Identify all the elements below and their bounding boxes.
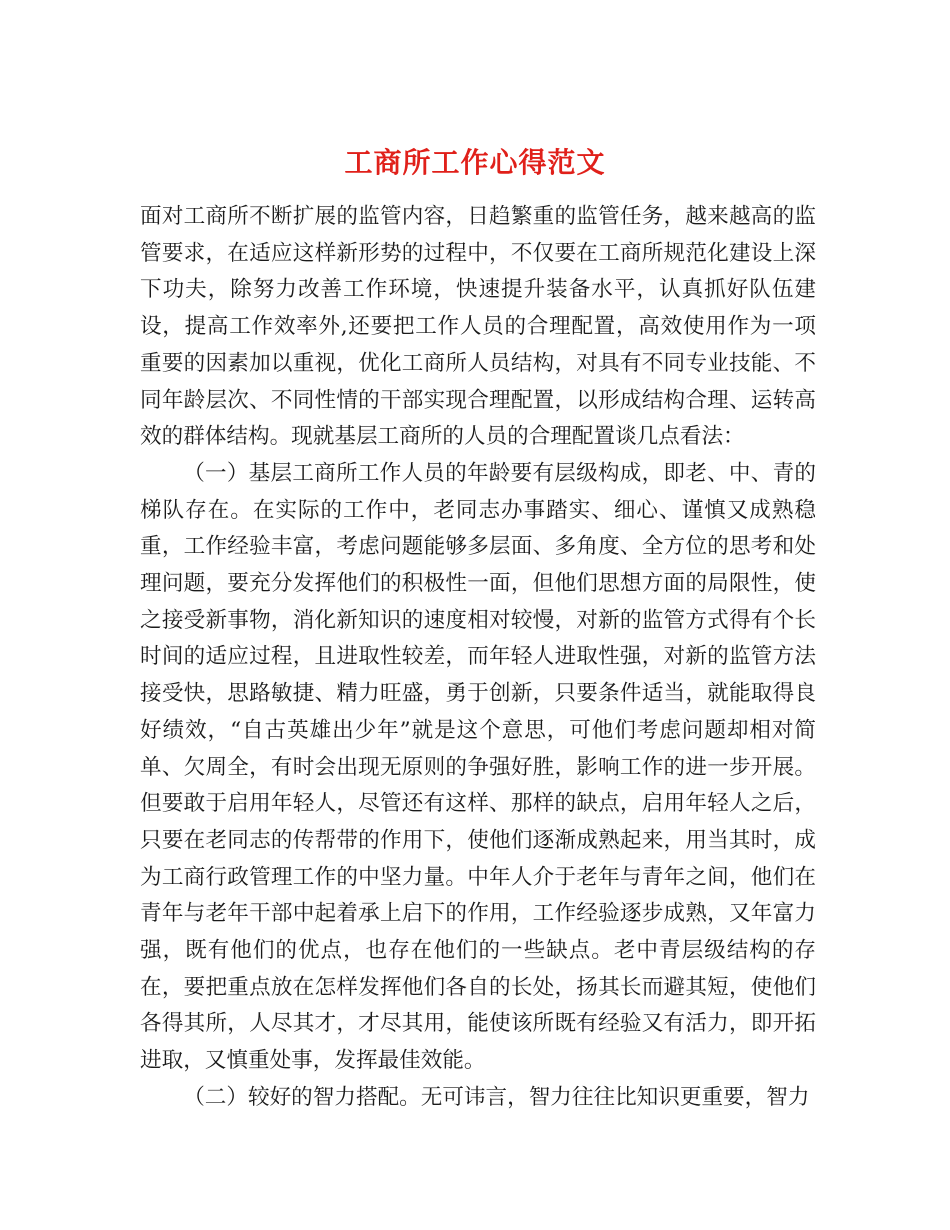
document-title: 工商所工作心得范文 <box>344 145 606 179</box>
document-body <box>140 199 816 1117</box>
section-two-paragraph: （二）较好的智力搭配。无可讳言，智力往往比知识更重要，智力 <box>183 1084 810 1110</box>
section-one-paragraph: （一）基层工商所工作人员的年龄要有层级构成，即老、中、青的梯队存在。在实际的工作中，老同志办事踏实、细心、谨慎又成熟稳重，工作经验丰富，考虑问题能够多层面、多角度、全方位的思考和处理问题，要充分发挥他们的积极性一面，但他们思想方面的局限性，使之接受新事物，消化新知识的速度相对较慢，对新的监管方式得有个长时间的适应过程，且进取性较差，而年轻人进取性强，对新的监管方法接受快，思路敏捷、精力旺盛，勇于创新，只要条件适当，就能取得良好绩效，“自古英雄出少年”就是这个意思，可他们考虑问题却相对简单、欠周全，有时会出现无原则的争强好胜，影响工作的进一步开展。但要敢于启用年轻人，尽管还有这样、那样的缺点，启用年轻人之后，只要在老同志的传帮带的作用下，使他们逐渐成熟起来，用当其时，成为工商行政管理工作的中坚力量。中年人介于老年与青年之间，他们在青年与老年干部中起着承上启下的作用，工作经验逐步成熟，又年富力强，既有他们的优点，也存在他们的一些缺点。老中青层级结构的存在，要把重点放在怎样发挥他们各自的长处，扬其长而避其短，使他们各得其所，人尽其才，才尽其用，能使该所既有经验又有活力，即开拓进取，又慎重处事，发挥最佳效能。 <box>140 460 816 1074</box>
intro-paragraph: 面对工商所不断扩展的监管内容，日趋繁重的监管任务，越来越高的监管要求，在适应这样新形势的过程中，不仅要在工商所规范化建设上深下功夫，除努力改善工作环境，快速提升装备水平，认真抓好队伍建设，提高工作效率外,还要把工作人员的合理配置，高效使用作为一项重要的因素加以重视，优化工商所人员结构，对具有不同专业技能、不同年龄层次、不同性情的干部实现合理配置，以形成结构合理、运转高效的群体结构。现就基层工商所的人员的合理配置谈几点看法： <box>140 204 816 450</box>
